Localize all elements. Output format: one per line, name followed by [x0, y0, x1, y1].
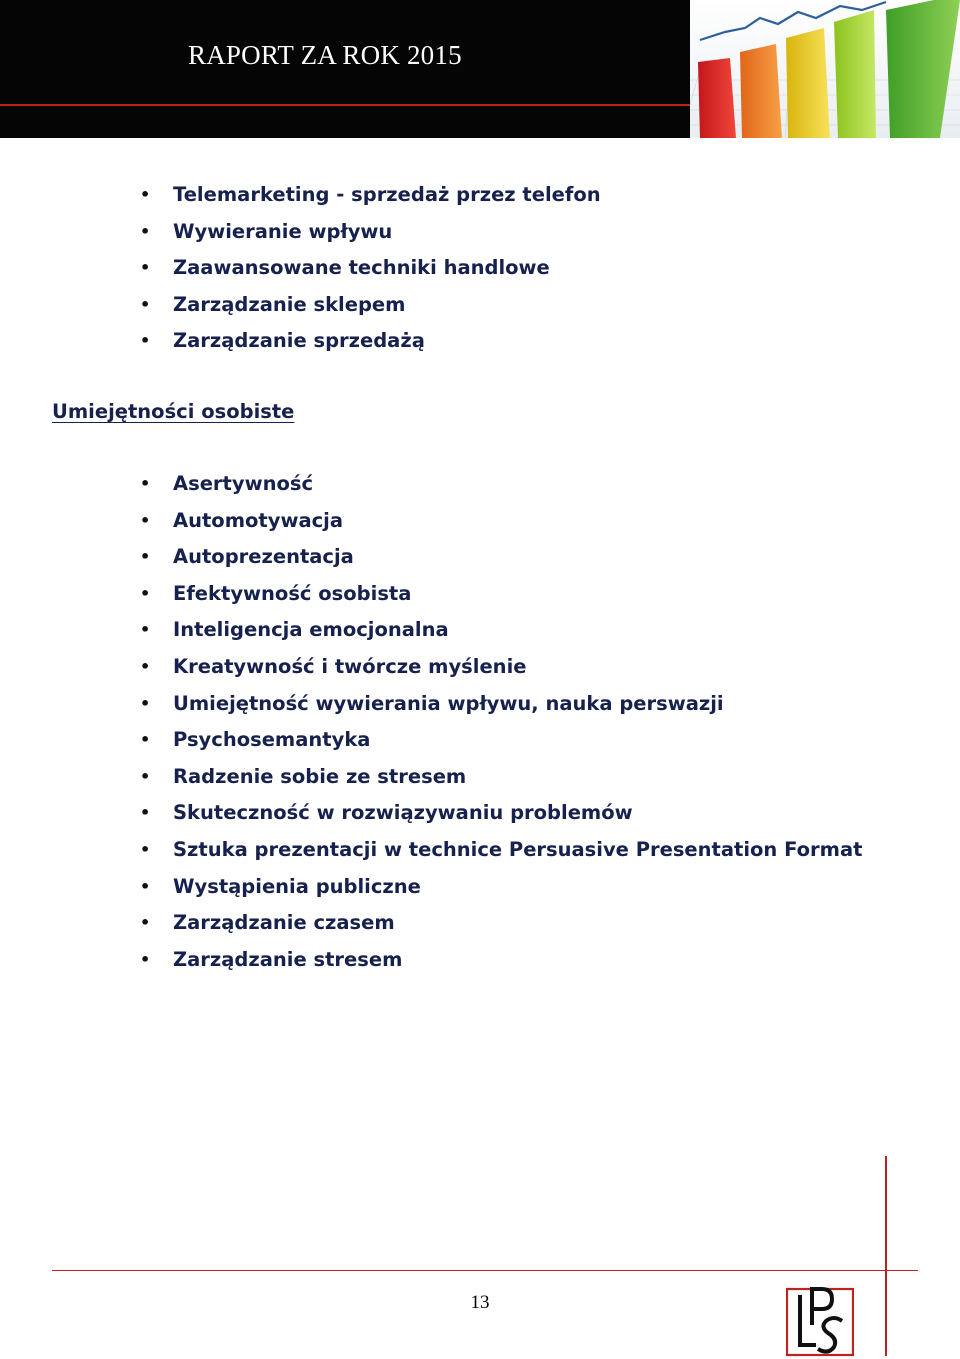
- bullet-icon: •: [140, 294, 151, 314]
- list-item: • Zarządzanie sprzedażą: [140, 327, 601, 364]
- report-title: RAPORT ZA ROK 2015: [188, 40, 462, 70]
- list-item: • Wywieranie wpływu: [140, 218, 601, 255]
- bullet-icon: •: [140, 474, 151, 493]
- bullet-icon: •: [140, 839, 151, 859]
- bullet-icon: •: [140, 620, 151, 640]
- bullet-icon: •: [140, 693, 151, 713]
- list-item: • Asertywność: [140, 470, 862, 507]
- growth-bar-chart-icon: [690, 0, 960, 138]
- list-item: • Skuteczność w rozwiązywaniu problemów: [140, 799, 862, 836]
- footer-vertical-divider: [885, 1156, 887, 1356]
- bullet-icon: •: [140, 258, 151, 278]
- bullet-icon: •: [140, 185, 151, 204]
- bullet-icon: •: [140, 876, 151, 896]
- training-list-personal: [140, 470, 862, 982]
- bullet-icon: •: [140, 913, 151, 933]
- bullet-icon: •: [140, 656, 151, 676]
- bullet-icon: •: [140, 730, 151, 750]
- bullet-icon: •: [140, 331, 151, 351]
- header-divider: [0, 104, 690, 106]
- bullet-icon: •: [140, 547, 151, 567]
- header-bar: [0, 0, 960, 138]
- section-heading-personal-skills: Umiejętności osobiste: [52, 400, 295, 423]
- list-item: • Umiejętność wywierania wpływu, nauka perswazji: [140, 690, 862, 727]
- footer-divider: [52, 1270, 918, 1271]
- page-number: 13: [470, 1292, 490, 1313]
- training-list-sales: [140, 181, 601, 364]
- list-item: • Inteligencja emocjonalna: [140, 616, 862, 653]
- bullet-icon: •: [140, 949, 151, 969]
- list-item: • Automotywacja: [140, 507, 862, 544]
- list-item: • Autoprezentacja: [140, 543, 862, 580]
- list-item: • Zarządzanie stresem: [140, 946, 862, 983]
- list-item: • Efektywność osobista: [140, 580, 862, 617]
- list-item: • Sztuka prezentacji w technice Persuasive Presentation Format: [140, 836, 862, 873]
- bullet-icon: •: [140, 510, 151, 530]
- lps-logo-icon: [786, 1285, 854, 1357]
- list-item: • Radzenie sobie ze stresem: [140, 763, 862, 800]
- list-item: • Telemarketing - sprzedaż przez telefon: [140, 181, 601, 218]
- list-item: • Zaawansowane techniki handlowe: [140, 254, 601, 291]
- bullet-icon: •: [140, 583, 151, 603]
- list-item: • Zarządzanie sklepem: [140, 291, 601, 328]
- bullet-icon: •: [140, 221, 151, 241]
- list-item: • Kreatywność i twórcze myślenie: [140, 653, 862, 690]
- list-item: • Psychosemantyka: [140, 726, 862, 763]
- list-item: • Wystąpienia publiczne: [140, 873, 862, 910]
- list-item: • Zarządzanie czasem: [140, 909, 862, 946]
- bullet-icon: •: [140, 803, 151, 823]
- bullet-icon: •: [140, 766, 151, 786]
